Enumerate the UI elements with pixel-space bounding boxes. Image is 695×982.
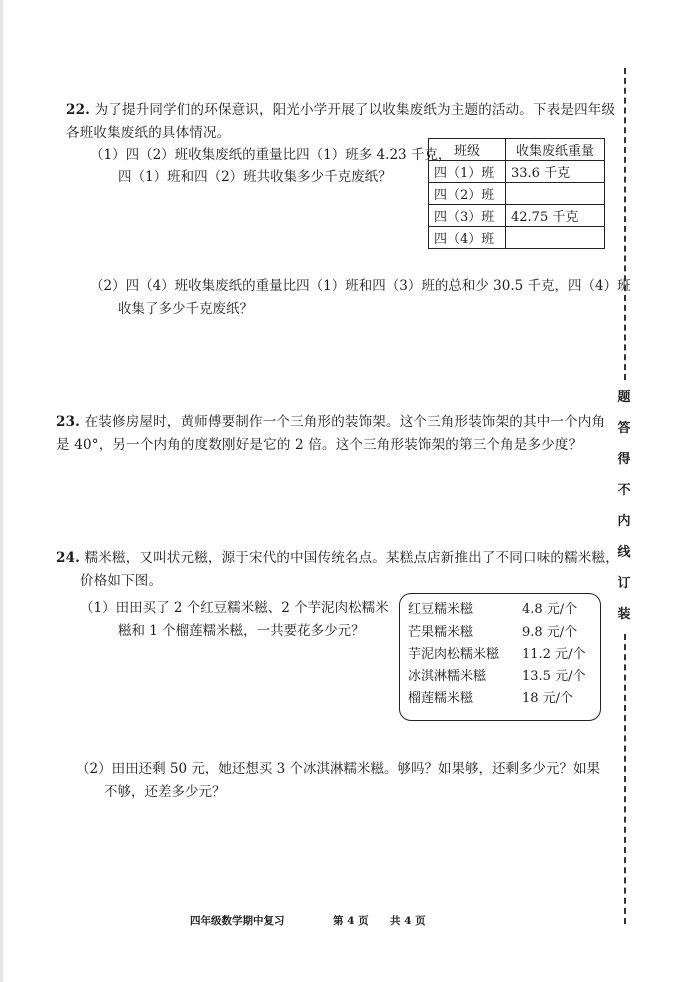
price-item-name: 红豆糯米糍	[408, 602, 474, 617]
table-cell-class: 四（4）班	[429, 227, 506, 249]
q22-part1-line2: 四（1）班和四（2）班共收集多少千克废纸？	[118, 169, 392, 185]
q24-part2-line2: 不够，还差多少元？	[104, 784, 226, 800]
footer-page-total: 共 4 页	[390, 915, 426, 927]
margin-char: 线	[617, 545, 631, 560]
table-header-weight: 收集废纸重量	[506, 139, 605, 161]
table-row	[429, 161, 605, 183]
table-cell-class: 四（3）班	[429, 205, 506, 227]
q24-part2-line1: （2）田田还剩 50 元，她还想买 3 个冰淇淋糯米糍。够吗？如果够，还剩多少元？如果	[76, 761, 601, 777]
table-row	[429, 227, 605, 249]
footer-page-number: 第 4 页	[333, 915, 369, 927]
table-cell-class: 四（1）班	[429, 161, 506, 183]
price-item-value: 9.8 元/个	[522, 625, 578, 640]
q24-text: 糯米糍，又叫状元糍，源于宋代的中国传统名点。某糕点店新推出了不同口味的糯米糍，	[84, 550, 619, 566]
table-header-row	[429, 139, 605, 161]
price-row	[408, 623, 594, 643]
table-cell-weight	[506, 227, 605, 249]
price-item-name: 芋泥肉松糯米糍	[408, 647, 500, 662]
q23-number: 23.	[56, 414, 81, 430]
q22-part2-line1: （2）四（4）班收集废纸的重量比四（1）班和四（3）班的总和少 30.5 千克，四（4）班	[90, 278, 631, 294]
margin-char: 得	[617, 452, 631, 467]
price-item-value: 13.5 元/个	[522, 669, 586, 684]
q22-part1-line1: （1）四（2）班收集废纸的重量比四（1）班多 4.23 千克，	[90, 147, 452, 163]
q22-intro-text: 为了提升同学们的环保意识，阳光小学开展了以收集废纸为主题的活动。下表是四年级	[94, 102, 616, 118]
q24-number: 24.	[56, 550, 81, 566]
price-item-name: 芒果糯米糍	[408, 625, 474, 640]
margin-char: 内	[617, 514, 631, 529]
price-item-name: 冰淇淋糯米糍	[408, 669, 487, 684]
q23-line1	[56, 411, 605, 433]
price-item-value: 4.8 元/个	[522, 602, 578, 617]
margin-char: 不	[617, 483, 631, 498]
margin-char: 订	[617, 576, 631, 591]
binding-dashed-line-top	[624, 68, 626, 380]
table-cell-class: 四（2）班	[429, 183, 506, 205]
q24-line1	[56, 547, 619, 569]
page-edge-shadow	[0, 0, 3, 982]
binding-dashed-line-bottom	[624, 634, 626, 924]
q22-intro-line1	[66, 99, 615, 121]
price-item-value: 18 元/个	[522, 691, 574, 706]
price-row	[408, 600, 594, 620]
q24-line2: 价格如下图。	[80, 573, 163, 589]
q23-text: 在装修房屋时，黄师傅要制作一个三角形的装饰架。这个三角形装饰架的其中一个内角	[84, 414, 606, 430]
table-cell-weight: 42.75 千克	[506, 205, 605, 227]
q24-part1-line2: 糍和 1 个榴莲糯米糍，一共要花多少元？	[118, 623, 365, 639]
price-item-name: 榴莲糯米糍	[408, 691, 474, 706]
price-row	[408, 689, 594, 709]
table-row	[429, 205, 605, 227]
margin-char: 答	[617, 421, 631, 436]
table-cell-weight: 33.6 千克	[506, 161, 605, 183]
q24-part1-line1: （1）田田买了 2 个红豆糯米糍、2 个芋泥肉松糯米	[80, 600, 389, 616]
price-item-value: 11.2 元/个	[522, 647, 586, 662]
q22-part2-line2: 收集了多少千克废纸？	[118, 301, 253, 317]
q22-number: 22.	[66, 102, 91, 118]
q22-intro-line2: 各班收集废纸的具体情况。	[66, 125, 231, 141]
footer-title: 四年级数学期中复习	[190, 915, 285, 927]
table-row	[429, 183, 605, 205]
q24-price-list	[399, 593, 601, 721]
q23-line2: 是 40°，另一个内角的度数刚好是它的 2 倍。这个三角形装饰架的第三个角是多少度？	[56, 437, 583, 453]
price-row	[408, 667, 594, 687]
margin-char: 装	[617, 607, 631, 622]
table-cell-weight	[506, 183, 605, 205]
margin-char: 题	[617, 390, 631, 405]
price-row	[408, 645, 594, 665]
table-header-class: 班级	[429, 139, 506, 161]
binding-notice-text	[611, 382, 637, 630]
q22-waste-paper-table	[428, 138, 605, 249]
